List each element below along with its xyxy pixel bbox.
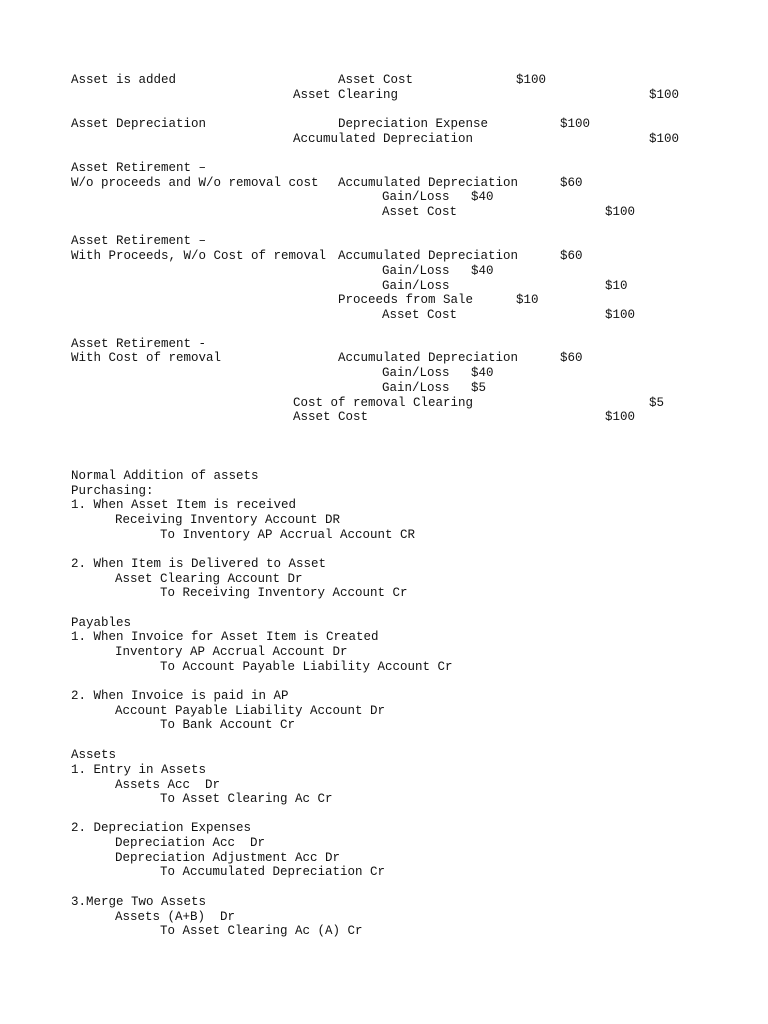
- entry-label: With Proceeds, W/o Cost of removal: [71, 249, 327, 263]
- debit-account: Gain/Loss: [382, 366, 450, 380]
- credit-amount: $100: [649, 88, 680, 102]
- entry-label: Asset Retirement –: [71, 234, 207, 248]
- debit-amount: $10: [516, 293, 539, 307]
- section-title: Purchasing:: [71, 484, 154, 498]
- credit-line: To Bank Account Cr: [160, 718, 296, 732]
- debit-line: Assets (A+B) Dr: [115, 910, 236, 924]
- step-title: 3.Merge Two Assets: [71, 895, 207, 909]
- debit-account: Accumulated Depreciation: [338, 249, 519, 263]
- entry-label: With Cost of removal: [71, 351, 222, 365]
- debit-amount: $60: [560, 249, 583, 263]
- debit-amount: $40: [471, 366, 494, 380]
- debit-account: Asset Cost: [338, 73, 414, 87]
- debit-account: Gain/Loss: [382, 381, 450, 395]
- section-title: Payables: [71, 616, 132, 630]
- credit-line: To Inventory AP Accrual Account CR: [160, 528, 416, 542]
- debit-account: Accumulated Depreciation: [338, 351, 519, 365]
- credit-amount: $100: [605, 410, 636, 424]
- debit-line: Inventory AP Accrual Account Dr: [115, 645, 348, 659]
- debit-amount: $5: [471, 381, 487, 395]
- entry-label: Asset Retirement -: [71, 337, 207, 351]
- credit-amount: $100: [605, 205, 636, 219]
- debit-amount: $100: [516, 73, 547, 87]
- debit-line: Depreciation Adjustment Acc Dr: [115, 851, 341, 865]
- step-title: 2. When Item is Delivered to Asset: [71, 557, 327, 571]
- debit-amount: $60: [560, 176, 583, 190]
- credit-account: Asset Cost: [382, 308, 458, 322]
- credit-line: To Asset Clearing Ac (A) Cr: [160, 924, 363, 938]
- debit-amount: $40: [471, 190, 494, 204]
- debit-line: Receiving Inventory Account DR: [115, 513, 341, 527]
- credit-line: To Account Payable Liability Account Cr: [160, 660, 453, 674]
- credit-account: Asset Cost: [293, 410, 369, 424]
- debit-amount: $40: [471, 264, 494, 278]
- credit-amount: $100: [649, 132, 680, 146]
- credit-line: To Receiving Inventory Account Cr: [160, 586, 408, 600]
- step-title: 2. When Invoice is paid in AP: [71, 689, 289, 703]
- debit-account: Proceeds from Sale: [338, 293, 474, 307]
- credit-amount: $100: [605, 308, 636, 322]
- debit-line: Depreciation Acc Dr: [115, 836, 266, 850]
- step-title: 2. Depreciation Expenses: [71, 821, 252, 835]
- credit-amount: $5: [649, 396, 665, 410]
- credit-account: Accumulated Depreciation: [293, 132, 474, 146]
- debit-amount: $100: [560, 117, 591, 131]
- debit-account: Gain/Loss: [382, 190, 450, 204]
- section-title: Assets: [71, 748, 117, 762]
- entry-label: Asset Depreciation: [71, 117, 207, 131]
- step-title: 1. Entry in Assets: [71, 763, 207, 777]
- credit-amount: $10: [605, 279, 628, 293]
- entry-label: W/o proceeds and W/o removal cost: [71, 176, 319, 190]
- step-title: 1. When Asset Item is received: [71, 498, 297, 512]
- debit-line: Asset Clearing Account Dr: [115, 572, 303, 586]
- credit-line: To Accumulated Depreciation Cr: [160, 865, 386, 879]
- credit-line: To Asset Clearing Ac Cr: [160, 792, 333, 806]
- debit-line: Assets Acc Dr: [115, 778, 221, 792]
- credit-account: Asset Clearing: [293, 88, 399, 102]
- entry-label: Asset Retirement –: [71, 161, 207, 175]
- debit-line: Account Payable Liability Account Dr: [115, 704, 386, 718]
- entry-label: Asset is added: [71, 73, 177, 87]
- credit-account: Asset Cost: [382, 205, 458, 219]
- debit-account: Accumulated Depreciation: [338, 176, 519, 190]
- debit-account: Depreciation Expense: [338, 117, 489, 131]
- step-title: 1. When Invoice for Asset Item is Created: [71, 630, 379, 644]
- credit-account: Cost of removal Clearing: [293, 396, 474, 410]
- credit-account: Gain/Loss: [382, 279, 450, 293]
- debit-amount: $60: [560, 351, 583, 365]
- debit-account: Gain/Loss: [382, 264, 450, 278]
- section-heading: Normal Addition of assets: [71, 469, 259, 483]
